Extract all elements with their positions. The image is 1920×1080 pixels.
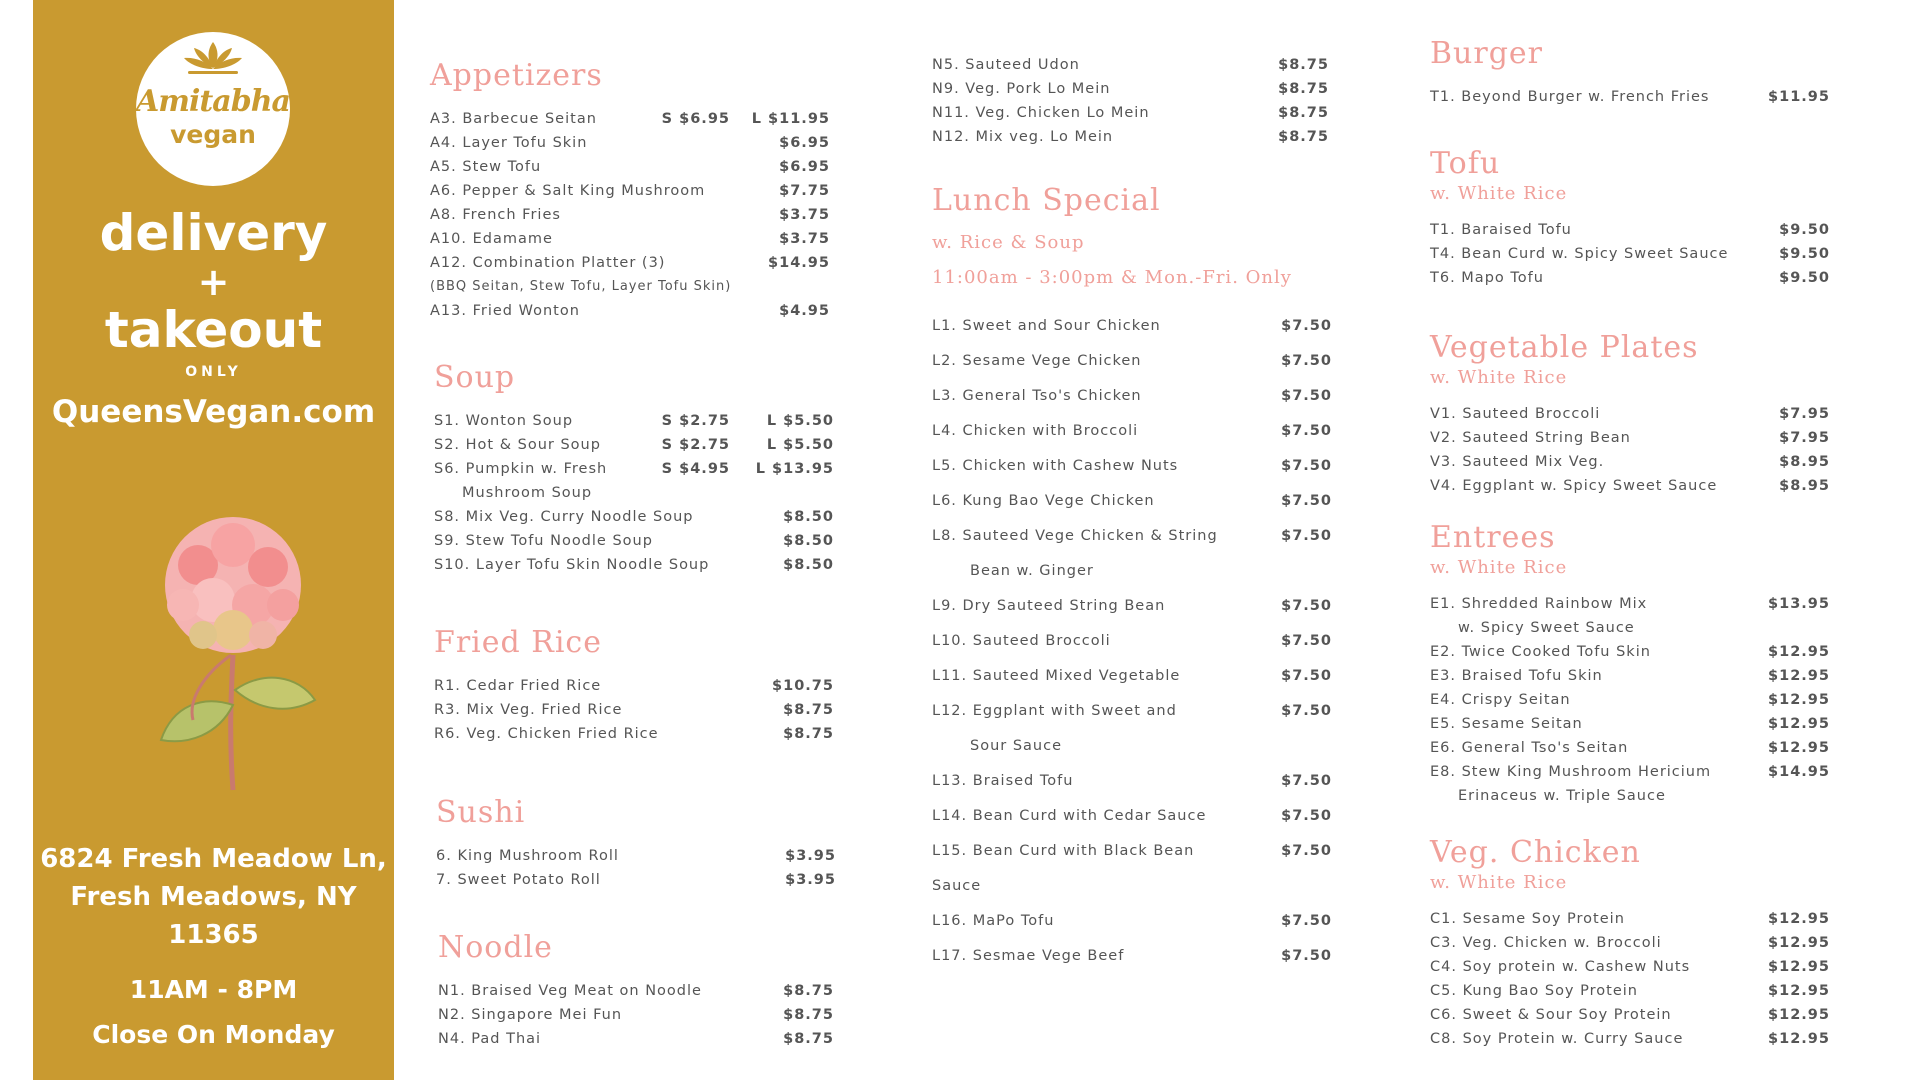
item-name: V1. Sauteed Broccoli <box>1430 406 1601 422</box>
item-price: $9.50 <box>1779 246 1830 262</box>
menu-item <box>1430 664 1830 688</box>
item-price: $9.50 <box>1779 222 1830 238</box>
address-line: 6824 Fresh Meadow Ln, <box>40 844 387 874</box>
menu-item-continued <box>1430 784 1830 808</box>
item-price: $7.50 <box>1281 633 1332 649</box>
menu-item <box>932 524 1332 559</box>
item-name: N5. Sauteed Udon <box>932 57 1080 73</box>
item-name: L11. Sauteed Mixed Vegetable <box>932 668 1181 684</box>
menu-item <box>1430 1003 1830 1027</box>
item-name: A8. French Fries <box>430 207 561 223</box>
item-name: Bean w. Ginger <box>970 563 1094 579</box>
item-price: $3.95 <box>785 872 836 888</box>
item-price: $8.50 <box>783 509 834 525</box>
menu-item <box>1430 931 1830 955</box>
item-name: V4. Eggplant w. Spicy Sweet Sauce <box>1430 478 1718 494</box>
menu-item-note <box>430 275 840 299</box>
item-name: N12. Mix veg. Lo Mein <box>932 129 1114 145</box>
menu-item <box>430 299 840 323</box>
menu-item <box>932 594 1332 629</box>
item-price: $8.75 <box>783 1007 834 1023</box>
item-price: $12.95 <box>1768 644 1830 660</box>
item-name: L12. Eggplant with Sweet and <box>932 703 1177 719</box>
menu-item <box>1430 592 1830 616</box>
item-price: $8.50 <box>783 533 834 549</box>
item-name: A4. Layer Tofu Skin <box>430 135 588 151</box>
menu-item <box>932 909 1332 944</box>
menu-item <box>434 409 840 433</box>
menu-item <box>430 179 840 203</box>
menu-item <box>1430 907 1830 931</box>
item-price: $12.95 <box>1768 959 1830 975</box>
item-name: T1. Baraised Tofu <box>1430 222 1572 238</box>
item-price: $7.50 <box>1281 773 1332 789</box>
item-price: $8.75 <box>783 726 834 742</box>
section-sushi <box>436 795 840 892</box>
menu-item <box>1430 640 1830 664</box>
address <box>33 840 394 954</box>
item-name: 7. Sweet Potato Roll <box>436 872 601 888</box>
item-price: $12.95 <box>1768 1031 1830 1047</box>
item-name: L4. Chicken with Broccoli <box>932 423 1139 439</box>
item-price: $7.50 <box>1281 948 1332 964</box>
menu-item <box>434 505 840 529</box>
menu-list <box>932 314 1332 979</box>
item-price: $8.50 <box>783 557 834 573</box>
item-price: $7.50 <box>1281 423 1332 439</box>
item-name: S8. Mix Veg. Curry Noodle Soup <box>434 509 694 525</box>
section-subtitle: w. White Rice <box>1430 557 1568 578</box>
item-name: S6. Pumpkin w. Fresh <box>434 461 608 477</box>
menu-list <box>1430 218 1830 290</box>
section-subtitle: w. White Rice <box>1430 367 1568 388</box>
item-price: $12.95 <box>1768 740 1830 756</box>
item-name: L1. Sweet and Sour Chicken <box>932 318 1161 334</box>
item-name: E5. Sesame Seitan <box>1430 716 1583 732</box>
menu-item <box>932 699 1332 734</box>
item-price: $12.95 <box>1768 716 1830 732</box>
item-name: Mushroom Soup <box>462 485 593 501</box>
item-name: L13. Braised Tofu <box>932 773 1074 789</box>
item-price: $6.95 <box>779 135 830 151</box>
item-name: L2. Sesame Vege Chicken <box>932 353 1142 369</box>
item-name: L14. Bean Curd with Cedar Sauce <box>932 808 1207 824</box>
item-name: L16. MaPo Tofu <box>932 913 1055 929</box>
item-price: $7.50 <box>1281 808 1332 824</box>
item-price: $8.95 <box>1779 478 1830 494</box>
menu-item <box>430 131 840 155</box>
item-price: $11.95 <box>1768 89 1830 105</box>
item-name: Sour Sauce <box>970 738 1063 754</box>
menu-item <box>430 155 840 179</box>
menu-item <box>932 314 1332 349</box>
item-price: $7.50 <box>1281 318 1332 334</box>
item-price-small: S $4.95 <box>661 461 730 477</box>
item-price: $7.50 <box>1281 388 1332 404</box>
menu-list <box>1430 85 1830 109</box>
item-price: $12.95 <box>1768 935 1830 951</box>
item-price: $14.95 <box>1768 764 1830 780</box>
item-name: C5. Kung Bao Soy Protein <box>1430 983 1638 999</box>
menu-item <box>430 203 840 227</box>
item-name: L5. Chicken with Cashew Nuts <box>932 458 1179 474</box>
item-name: E3. Braised Tofu Skin <box>1430 668 1603 684</box>
item-price: $7.95 <box>1779 406 1830 422</box>
menu-item <box>434 553 840 577</box>
menu-item <box>932 839 1332 874</box>
item-name: C1. Sesame Soy Protein <box>1430 911 1625 927</box>
menu-item <box>932 629 1332 664</box>
item-price: $10.75 <box>772 678 834 694</box>
item-name: Erinaceus w. Triple Sauce <box>1458 788 1666 804</box>
section-title: Entrees <box>1430 520 1556 555</box>
item-name: L15. Bean Curd with Black Bean <box>932 843 1195 859</box>
menu-item <box>932 944 1332 979</box>
menu-item <box>430 107 840 131</box>
item-price: $7.75 <box>779 183 830 199</box>
section-title: Soup <box>434 360 516 395</box>
item-price: $3.75 <box>779 207 830 223</box>
item-price: $7.50 <box>1281 493 1332 509</box>
menu-item <box>932 101 1332 125</box>
section-burger <box>1430 36 1830 109</box>
item-name: S1. Wonton Soup <box>434 413 574 429</box>
item-price: $3.75 <box>779 231 830 247</box>
item-price: $7.50 <box>1281 843 1332 859</box>
item-name: E6. General Tso's Seitan <box>1430 740 1629 756</box>
menu-item <box>932 53 1332 77</box>
item-name: 6. King Mushroom Roll <box>436 848 619 864</box>
item-name: V3. Sauteed Mix Veg. <box>1430 454 1605 470</box>
menu-item <box>1430 218 1830 242</box>
item-price-small: S $2.75 <box>661 413 730 429</box>
item-price: $8.75 <box>1278 105 1329 121</box>
item-name: L3. General Tso's Chicken <box>932 388 1142 404</box>
menu-item <box>1430 1027 1830 1051</box>
item-name: N4. Pad Thai <box>438 1031 542 1047</box>
section-title: Veg. Chicken <box>1430 835 1641 870</box>
item-name: N2. Singapore Mei Fun <box>438 1007 623 1023</box>
menu-item <box>434 674 840 698</box>
section-soup <box>434 360 840 577</box>
menu-item <box>434 433 840 457</box>
logo <box>136 32 290 186</box>
item-name: N9. Veg. Pork Lo Mein <box>932 81 1111 97</box>
menu-item <box>932 664 1332 699</box>
item-name: N11. Veg. Chicken Lo Mein <box>932 105 1150 121</box>
menu-item <box>436 844 840 868</box>
section-title: Fried Rice <box>434 625 602 660</box>
item-name: L10. Sauteed Broccoli <box>932 633 1111 649</box>
item-price: L $5.50 <box>766 437 834 453</box>
menu-list <box>1430 402 1830 498</box>
menu-item-continued <box>932 874 1332 909</box>
item-name: A13. Fried Wonton <box>430 303 580 319</box>
opening-hours: 11AM - 8PM <box>129 975 298 1004</box>
section-title: Lunch Special <box>932 183 1161 218</box>
item-name: A12. Combination Platter (3) <box>430 255 666 271</box>
item-price-small: S $2.75 <box>661 437 730 453</box>
item-price: L $11.95 <box>751 111 830 127</box>
menu-item <box>932 454 1332 489</box>
menu-item <box>932 349 1332 384</box>
section-title: Sushi <box>436 795 526 830</box>
item-price: $9.50 <box>1779 270 1830 286</box>
item-price: $7.95 <box>1779 430 1830 446</box>
brand-sidebar <box>33 0 394 1080</box>
item-price: $8.75 <box>783 1031 834 1047</box>
promo-plus: + <box>197 260 230 304</box>
menu-list <box>434 674 840 746</box>
section-noodle <box>438 930 840 1051</box>
menu-item <box>438 1027 840 1051</box>
section-fried-rice <box>434 625 840 746</box>
menu-item <box>438 979 840 1003</box>
menu-item <box>430 251 840 275</box>
menu-item-continued <box>932 734 1332 769</box>
item-price: $6.95 <box>779 159 830 175</box>
menu-list <box>1430 907 1830 1051</box>
item-name: C3. Veg. Chicken w. Broccoli <box>1430 935 1662 951</box>
promo-only: ONLY <box>185 364 242 380</box>
item-name: Sauce <box>932 878 982 894</box>
item-name: R1. Cedar Fried Rice <box>434 678 602 694</box>
menu-item <box>1430 736 1830 760</box>
item-name: L17. Sesmae Vege Beef <box>932 948 1125 964</box>
item-price: $8.75 <box>1278 81 1329 97</box>
item-price: $8.75 <box>783 702 834 718</box>
section-title: Burger <box>1430 36 1544 71</box>
item-name: T4. Bean Curd w. Spicy Sweet Sauce <box>1430 246 1729 262</box>
menu-item <box>438 1003 840 1027</box>
menu-item <box>434 457 840 481</box>
section-tofu <box>1430 146 1830 290</box>
item-name: A10. Edamame <box>430 231 553 247</box>
menu-item <box>932 77 1332 101</box>
website-link[interactable]: QueensVegan.com <box>51 394 376 430</box>
item-price: $12.95 <box>1768 692 1830 708</box>
section-veg-chicken <box>1430 835 1830 1051</box>
item-price: $8.75 <box>1278 57 1329 73</box>
section-subtitle: w. Rice & Soup <box>932 232 1085 253</box>
menu-item <box>932 125 1332 149</box>
menu-list <box>430 107 840 323</box>
section-subtitle: w. White Rice <box>1430 183 1568 204</box>
item-price: $8.95 <box>1779 454 1830 470</box>
menu-item-continued <box>932 559 1332 594</box>
menu-item <box>1430 242 1830 266</box>
section-subtitle: w. White Rice <box>1430 872 1568 893</box>
item-price: $7.50 <box>1281 598 1332 614</box>
item-name: L8. Sauteed Vege Chicken & String <box>932 528 1218 544</box>
item-name: w. Spicy Sweet Sauce <box>1458 620 1635 636</box>
item-name: L9. Dry Sauteed String Bean <box>932 598 1166 614</box>
menu-item <box>1430 402 1830 426</box>
menu-item-continued <box>1430 616 1830 640</box>
item-name: E8. Stew King Mushroom Hericium <box>1430 764 1712 780</box>
item-name: C6. Sweet & Sour Soy Protein <box>1430 1007 1672 1023</box>
item-name: C8. Soy Protein w. Curry Sauce <box>1430 1031 1684 1047</box>
menu-item <box>436 868 840 892</box>
item-price: $14.95 <box>768 255 830 271</box>
item-price: $4.95 <box>779 303 830 319</box>
item-price: $7.50 <box>1281 668 1332 684</box>
menu-item <box>434 722 840 746</box>
menu-item <box>1430 712 1830 736</box>
item-name: S10. Layer Tofu Skin Noodle Soup <box>434 557 710 573</box>
item-name: C4. Soy protein w. Cashew Nuts <box>1430 959 1691 975</box>
item-name: S9. Stew Tofu Noodle Soup <box>434 533 653 549</box>
menu-list <box>436 844 840 892</box>
item-price: $13.95 <box>1768 596 1830 612</box>
lotus-icon <box>182 38 244 78</box>
item-name: N1. Braised Veg Meat on Noodle <box>438 983 702 999</box>
section-lunch-special <box>932 183 1332 979</box>
menu-list <box>434 409 840 577</box>
item-price: $8.75 <box>783 983 834 999</box>
item-price: L $5.50 <box>766 413 834 429</box>
item-name: A5. Stew Tofu <box>430 159 542 175</box>
menu-list <box>438 979 840 1051</box>
item-name: E4. Crispy Seitan <box>1430 692 1571 708</box>
item-price: $7.50 <box>1281 528 1332 544</box>
item-name: S2. Hot & Sour Soup <box>434 437 601 453</box>
item-name: L6. Kung Bao Vege Chicken <box>932 493 1155 509</box>
item-price: $7.50 <box>1281 353 1332 369</box>
item-name: E1. Shredded Rainbow Mix <box>1430 596 1648 612</box>
section-vegetable-plates <box>1430 330 1830 498</box>
promo-takeout: takeout <box>104 301 323 359</box>
menu-item <box>1430 760 1830 784</box>
item-price: $7.50 <box>1281 913 1332 929</box>
item-price: $12.95 <box>1768 911 1830 927</box>
item-name: V2. Sauteed String Bean <box>1430 430 1631 446</box>
logo-wordmark-top: Amitabha <box>136 84 290 119</box>
item-price: $8.75 <box>1278 129 1329 145</box>
item-name: A6. Pepper & Salt King Mushroom <box>430 183 706 199</box>
closed-day: Close On Monday <box>92 1020 335 1049</box>
menu-item <box>932 489 1332 524</box>
menu-item <box>1430 266 1830 290</box>
menu-item <box>1430 426 1830 450</box>
menu-item <box>932 769 1332 804</box>
item-price: $12.95 <box>1768 668 1830 684</box>
item-price: L $13.95 <box>755 461 834 477</box>
section-title: Tofu <box>1430 146 1501 181</box>
menu-list <box>1430 592 1830 808</box>
item-price-small: S $6.95 <box>661 111 730 127</box>
menu-item-continued <box>434 481 840 505</box>
item-note: (BBQ Seitan, Stew Tofu, Layer Tofu Skin) <box>430 279 732 294</box>
menu-item <box>430 227 840 251</box>
logo-wordmark-bottom: vegan <box>170 120 256 149</box>
menu-item <box>1430 474 1830 498</box>
section-title: Appetizers <box>430 58 603 93</box>
section-appetizers <box>430 58 840 323</box>
item-price: $7.50 <box>1281 703 1332 719</box>
menu-item <box>434 698 840 722</box>
menu-item <box>932 419 1332 454</box>
address-line: Fresh Meadows, NY <box>70 882 357 912</box>
item-name: R6. Veg. Chicken Fried Rice <box>434 726 659 742</box>
menu-item <box>1430 979 1830 1003</box>
item-price: $12.95 <box>1768 983 1830 999</box>
item-price: $12.95 <box>1768 1007 1830 1023</box>
menu-item <box>1430 85 1830 109</box>
menu-item <box>932 804 1332 839</box>
menu-item <box>932 384 1332 419</box>
section-entrees <box>1430 520 1830 808</box>
item-name: T1. Beyond Burger w. French Fries <box>1430 89 1710 105</box>
item-name: E2. Twice Cooked Tofu Skin <box>1430 644 1651 660</box>
item-name: R3. Mix Veg. Fried Rice <box>434 702 623 718</box>
item-name: T6. Mapo Tofu <box>1430 270 1544 286</box>
address-line: 11365 <box>168 920 259 950</box>
item-price: $3.95 <box>785 848 836 864</box>
item-price: $7.50 <box>1281 458 1332 474</box>
section-subtitle-hours: 11:00am - 3:00pm & Mon.-Fri. Only <box>932 267 1292 288</box>
menu-item <box>1430 955 1830 979</box>
section-noodle-continued <box>932 53 1332 149</box>
section-title: Vegetable Plates <box>1430 330 1699 365</box>
menu-item <box>1430 688 1830 712</box>
menu-item <box>434 529 840 553</box>
section-title: Noodle <box>438 930 553 965</box>
menu-item <box>1430 450 1830 474</box>
item-name: A3. Barbecue Seitan <box>430 111 597 127</box>
promo-delivery: delivery <box>99 204 328 262</box>
hydrangea-illustration <box>133 505 333 795</box>
